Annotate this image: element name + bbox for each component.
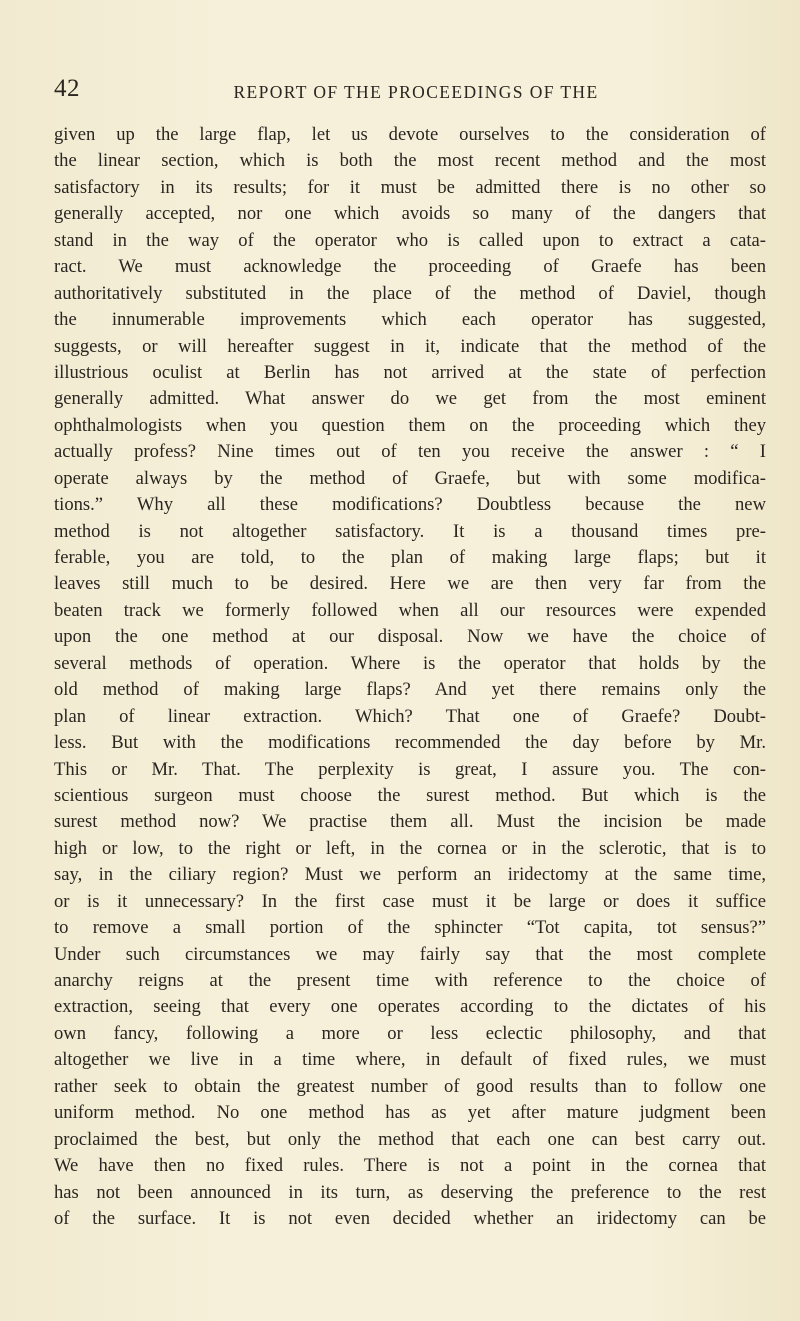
text-line: actually profess? Nine times out of ten you receive the answer : “ I bbox=[54, 441, 766, 463]
text-line: ophthalmologists when you question them on the proceeding which they bbox=[54, 414, 766, 436]
text-line: suggests, or will hereafter suggest in it, indicate that the method of the bbox=[54, 335, 766, 357]
text-line: ract. We must acknowledge the proceeding of Graefe has been bbox=[54, 256, 766, 278]
text-line: This or Mr. That. The perplexity is great, I assure you. The con- bbox=[54, 758, 766, 780]
text-line: anarchy reigns at the present time with reference to the choice of bbox=[54, 970, 766, 991]
text-line: to remove a small portion of the sphincter “Tot capita, tot sensus?” bbox=[54, 917, 766, 939]
text-line: satisfactory in its results; for it must be admitted there is no other so bbox=[54, 176, 766, 198]
text-line: the innumerable improvements which each operator has suggested, bbox=[54, 309, 766, 331]
text-line: leaves still much to be desired. Here we are then very far from the bbox=[54, 573, 766, 595]
text-line: high or low, to the right or left, in the cornea or in the sclerotic, that is to bbox=[54, 837, 766, 859]
text-line: extraction, seeing that every one operates according to the dictates of his bbox=[54, 996, 766, 1018]
text-line: method is not altogether satisfactory. It is a thousand times pre- bbox=[54, 520, 766, 542]
text-line: proclaimed the best, but only the method that each one can best carry out. bbox=[54, 1128, 766, 1150]
text-line: the linear section, which is both the most recent method and the most bbox=[54, 150, 766, 172]
text-line: beaten track we formerly followed when all our resources were expended bbox=[54, 599, 766, 621]
text-line: Under such circumstances we may fairly say that the most complete bbox=[54, 943, 766, 965]
text-line: has not been announced in its turn, as deserving the preference to the rest bbox=[54, 1181, 766, 1203]
text-line: stand in the way of the operator who is called upon to extract a cata- bbox=[54, 229, 766, 251]
text-line: We have then no fixed rules. There is not a point in the cornea that bbox=[54, 1155, 766, 1177]
text-line: tions.” Why all these modifications? Doubtless because the new bbox=[54, 494, 766, 516]
text-line: altogether we live in a time where, in default of fixed rules, we must bbox=[54, 1049, 766, 1071]
text-line: surest method now? We practise them all. Must the incision be made bbox=[54, 811, 766, 833]
text-line: old method of making large flaps? And yet there remains only the bbox=[54, 679, 766, 701]
text-line: say, in the ciliary region? Must we perform an iridectomy at the same time, bbox=[54, 864, 766, 886]
text-line: generally admitted. What answer do we get from the most eminent bbox=[54, 388, 766, 410]
text-line: plan of linear extraction. Which? That one of Graefe? Doubt- bbox=[54, 705, 766, 727]
text-line: less. But with the modifications recommended the day before by Mr. bbox=[54, 732, 766, 754]
text-line: own fancy, following a more or less eclectic philosophy, and that bbox=[54, 1022, 766, 1044]
page-header bbox=[0, 74, 800, 108]
text-line: several methods of operation. Where is the operator that holds by the bbox=[54, 652, 766, 674]
text-line: ferable, you are told, to the plan of making large flaps; but it bbox=[54, 547, 766, 568]
text-line: generally accepted, nor one which avoids so many of the dangers that bbox=[54, 203, 766, 225]
text-line: given up the large flap, let us devote ourselves to the consideration of bbox=[54, 124, 766, 145]
page-number: 42 bbox=[54, 75, 80, 102]
text-line: illustrious oculist at Berlin has not arrived at the state of perfection bbox=[54, 361, 766, 383]
running-head: REPORT OF THE PROCEEDINGS OF THE bbox=[233, 82, 599, 102]
text-line: rather seek to obtain the greatest number of good results than to follow one bbox=[54, 1075, 766, 1097]
text-line: operate always by the method of Graefe, but with some modifica- bbox=[54, 467, 766, 489]
text-line: of the surface. It is not even decided whether an iridectomy can be bbox=[54, 1207, 766, 1229]
text-line: scientious surgeon must choose the surest method. But which is the bbox=[54, 784, 766, 806]
text-line: upon the one method at our disposal. Now we have the choice of bbox=[54, 626, 766, 648]
text-line: authoritatively substituted in the place of the method of Daviel, though bbox=[54, 282, 766, 304]
body-text bbox=[54, 122, 766, 1232]
text-line: or is it unnecessary? In the first case must it be large or does it suffice bbox=[54, 890, 766, 912]
text-line: uniform method. No one method has as yet after mature judgment been bbox=[54, 1102, 766, 1124]
